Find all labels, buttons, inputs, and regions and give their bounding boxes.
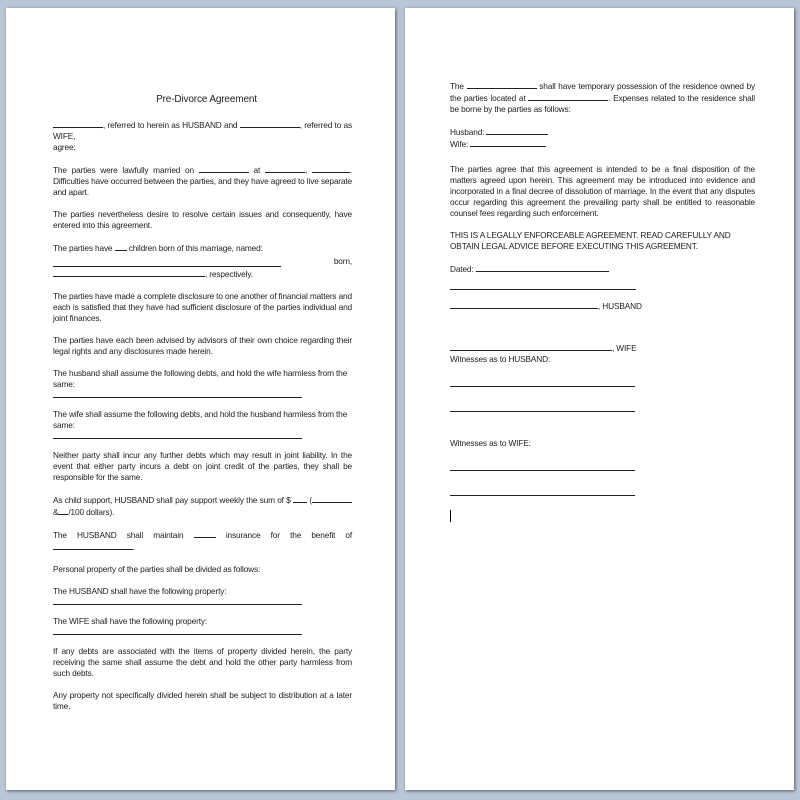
wife-expense-label: Wife: (450, 139, 469, 149)
husband-name-blank[interactable] (53, 119, 103, 128)
witness-husband-label: Witnesses as to HUSBAND: (450, 354, 551, 364)
residence-paragraph (450, 80, 755, 115)
witness-wife-label: Witnesses as to WIFE: (450, 438, 531, 448)
undivided-property-paragraph: Any property not specifically divided herein shall be subject to distribution at a later time. (53, 690, 352, 711)
text-cursor (450, 510, 451, 522)
intro-text-a: , referred to herein as HUSBAND and (103, 120, 238, 130)
intro-text-c: agree: (53, 142, 76, 152)
support-text-b: ( (309, 495, 312, 505)
legal-notice-paragraph: THIS IS A LEGALLY ENFORCEABLE AGREEMENT. READ CAREFULLY AND OBTAIN LEGAL ADVICE BEFORE EXECUTING THIS AGREEMENT. (450, 230, 731, 251)
support-amount-blank[interactable] (293, 494, 307, 503)
support-text-a: As child support, HUSBAND shall pay support weekly the sum of $ (53, 495, 291, 505)
marriage-state-blank[interactable] (312, 164, 350, 173)
children-born-text: born, (333, 256, 352, 266)
husband-signature-section (450, 289, 755, 312)
intro-text-b: , referred to as WIFE, (53, 120, 352, 141)
marriage-city-blank[interactable] (265, 164, 305, 173)
children-text-a: The parties have (53, 243, 113, 253)
personal-property-paragraph: Personal property of the parties shall be divided as follows: (53, 564, 261, 574)
husband-debts-text: The husband shall assume the following debts, and hold the wife harmless from the same: (53, 368, 348, 389)
married-paragraph (53, 164, 352, 198)
witness-wife-line-2[interactable] (450, 495, 635, 496)
wife-debts-line[interactable] (53, 438, 302, 439)
married-text-d: . Difficulties have occurred between the parties, and they have agreed to live separate and apart. (53, 165, 353, 197)
wife-expense-blank[interactable] (470, 138, 546, 147)
husband-debts-section (53, 368, 352, 398)
residence-party-blank[interactable] (467, 80, 537, 89)
wife-property-text: The WIFE shall have the following property: (53, 616, 208, 626)
insurance-beneficiary-blank[interactable] (53, 541, 136, 552)
married-text-b: at (253, 165, 261, 175)
support-text-c: & (53, 507, 59, 517)
no-debts-paragraph: Neither party shall incur any further debts which may result in joint liability. In the event that either party incurs a debt on joint credit of the parties, they shall be responsible for the same. (53, 450, 352, 482)
residence-text-a: The (450, 81, 464, 91)
married-text-a: The parties were lawfully married on (53, 165, 194, 175)
final-disposition-paragraph: The parties agree that this agreement is intended to be a final disposition of the matters agreed upon herein. This agreement may be introduced into evidence and incorporated in a final decree of dissolution of marriage. In the event that any disputes occur regarding this agreement the prevailing party shall be entitled to reasonable counsel fees regarding such enforcement. (450, 164, 755, 218)
intro-paragraph (53, 119, 352, 153)
residence-address-blank[interactable] (528, 92, 608, 101)
insurance-text-a: The HUSBAND shall maintain (53, 530, 184, 540)
wife-property-line[interactable] (53, 634, 302, 635)
associated-debts-paragraph: If any debts are associated with the items of property divided herein, the party receiving the same shall assume the debt and hold the other party harmless from such debts. (53, 646, 352, 678)
insurance-text-b: insurance for the benefit of (225, 530, 353, 540)
children-names-blank-2[interactable] (53, 268, 205, 277)
wife-debts-text: The wife shall assume the following debts, and hold the husband harmless from the same: (53, 409, 348, 430)
insurance-type-blank[interactable] (194, 529, 216, 538)
wife-signature-line[interactable] (450, 342, 612, 351)
insurance-text-c: . (133, 542, 136, 552)
document-title: Pre-Divorce Agreement (156, 94, 257, 105)
husband-expense-blank[interactable] (486, 126, 548, 135)
husband-property-line[interactable] (53, 604, 302, 605)
children-text-b: children born of this marriage, named: (128, 243, 263, 253)
resolve-paragraph: The parties nevertheless desire to resolve certain issues and consequently, have entered into this agreement. (53, 209, 352, 230)
married-text-c: , (304, 165, 312, 175)
insurance-paragraph (53, 529, 352, 553)
witness-wife-line-1[interactable] (450, 470, 635, 471)
wife-property-section (53, 616, 352, 635)
children-count-blank[interactable] (115, 242, 127, 251)
disclosure-paragraph: The parties have made a complete disclosure to one another of financial matters and each is satisfied that they have had sufficient disclosure of the parties individual and joint finances. (53, 291, 352, 323)
husband-property-section (53, 586, 352, 605)
children-paragraph (53, 242, 352, 280)
residence-text-c: . Expenses related to the residence shall be borne by the parties as follows: (450, 93, 756, 114)
husband-signature-line-1[interactable] (450, 289, 636, 290)
husband-expense-label: Husband: (450, 127, 485, 137)
residence-text-b: shall have temporary possession of the residence owned by the parties located at (450, 81, 756, 103)
husband-debts-line[interactable] (53, 397, 302, 398)
husband-property-text: The HUSBAND shall have the following property: (53, 586, 227, 596)
support-paragraph (53, 494, 352, 518)
dated-label: Dated: (450, 264, 474, 274)
wife-debts-section (53, 409, 352, 439)
dated-blank[interactable] (476, 263, 609, 272)
support-cents-blank[interactable] (58, 506, 68, 515)
husband-signature-line-2[interactable] (450, 300, 598, 309)
document-page-1 (6, 8, 395, 790)
children-respectively-text: , respectively. (205, 269, 253, 279)
expenses-section (450, 126, 755, 150)
support-words-blank[interactable] (312, 494, 352, 503)
advised-paragraph: The parties have each been advised by advisors of their own choice regarding their legal rights and any disclosures made herein. (53, 335, 352, 356)
wife-signature-section (450, 342, 755, 522)
witness-husband-line-2[interactable] (450, 411, 635, 412)
children-names-blank-1[interactable] (53, 258, 281, 267)
marriage-date-blank[interactable] (199, 164, 249, 173)
dated-section (450, 263, 755, 275)
document-page-2 (405, 8, 794, 790)
wife-signature-label: , WIFE (612, 343, 637, 353)
support-text-d: /100 dollars). (68, 507, 115, 517)
wife-name-blank[interactable] (240, 119, 300, 128)
witness-husband-line-1[interactable] (450, 386, 635, 387)
husband-signature-label: , HUSBAND (598, 301, 642, 311)
